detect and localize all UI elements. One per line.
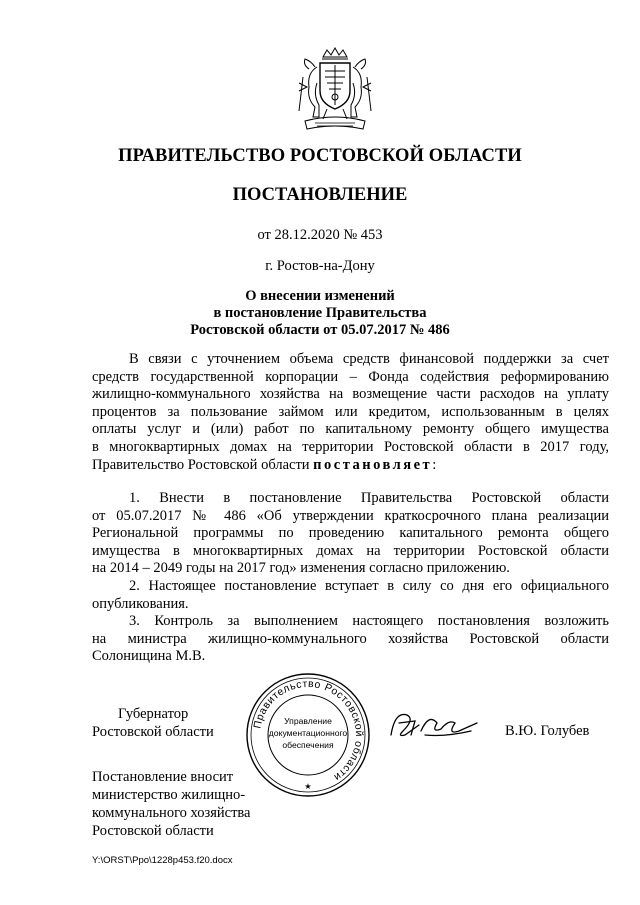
- subject-line: О внесении изменений: [245, 288, 395, 304]
- text-line: оплаты услуг и (или) работ по капитальному ремонту общего имущества: [92, 421, 609, 438]
- text-line: на 2014 – 2049 годы на 2017 год» изменения согласно приложению.: [92, 560, 510, 577]
- text-line: Региональной программы по проведению капитального ремонта общего: [92, 525, 609, 542]
- text-line: 3. Контроль за выполнением настоящего постановления возложить: [129, 613, 609, 630]
- text-line: в многоквартирных домах на территории Ростовской области в 2017 году,: [92, 438, 609, 455]
- text-line: имущества в многоквартирных домах на территории Ростовской области: [92, 542, 609, 559]
- subject-line: в постановление Правительства: [213, 305, 427, 321]
- text-line: от 05.07.2017 № 486 «Об утверждении краткосрочного плана реализации: [92, 507, 609, 524]
- document-subject: [0, 288, 640, 339]
- text-line: 2. Настоящее постановление вступает в силу со дня его официального: [129, 577, 609, 594]
- position-line: Ростовской области: [92, 723, 214, 740]
- text-line: [92, 457, 609, 475]
- preamble-paragraph: [92, 351, 609, 474]
- coat-of-arms-icon: [295, 47, 375, 135]
- text-line: на министра жилищно-коммунального хозяйства Ростовской области: [92, 630, 609, 647]
- resolution-item-3: [92, 613, 609, 666]
- document-city: г. Ростов-на-Дону: [265, 258, 375, 274]
- introduced-line: Постановление вносит: [92, 769, 234, 785]
- signatory-name: В.Ю. Голубев: [505, 723, 590, 739]
- introduced-line: коммунального хозяйства: [92, 805, 251, 821]
- introduced-by-block: [92, 768, 251, 840]
- text-fragment: :: [432, 456, 437, 473]
- subject-line: Ростовской области от 05.07.2017 № 486: [190, 322, 450, 338]
- text-fragment: Правительство Ростовской области: [92, 456, 314, 473]
- seal-ring-text: Правительство Ростовской области: [251, 677, 366, 784]
- organization-title: ПРАВИТЕЛЬСТВО РОСТОВСКОЙ ОБЛАСТИ: [118, 146, 522, 166]
- text-line: процентов за пользование займом или кредитом, использованным в целях: [92, 403, 609, 420]
- resolution-items: [92, 490, 609, 666]
- official-seal-icon: [244, 671, 372, 799]
- seal-star: ★: [304, 782, 312, 791]
- signatory-position: [92, 706, 214, 741]
- text-line: средств государственной корпорации – Фонда содействия реформированию: [92, 368, 609, 385]
- seal-inner-line: документационного: [268, 728, 348, 738]
- text-line: 1. Внести в постановление Правительства Ростовской области: [129, 490, 609, 506]
- seal-inner-line: обеспечения: [282, 740, 334, 750]
- text-line: жилищно-коммунального хозяйства на возмещение части расходов на уплату: [92, 386, 609, 403]
- resolution-keyword: постановляет: [313, 456, 433, 473]
- text-line: опубликования.: [92, 595, 189, 612]
- file-path-footer: Y:\ORST\Ppo\1228p453.f20.docx: [92, 855, 233, 866]
- introduced-line: Ростовской области: [92, 823, 214, 839]
- document-type: ПОСТАНОВЛЕНИЕ: [232, 185, 408, 205]
- resolution-item-1: [92, 490, 609, 578]
- introduced-line: министерство жилищно-: [92, 787, 246, 803]
- text-line: В связи с уточнением объема средств финансовой поддержки за счет: [129, 351, 609, 367]
- text-line: Солонищина М.В.: [92, 648, 206, 665]
- handwritten-signature-icon: [385, 705, 485, 745]
- document-date-number: от 28.12.2020 № 453: [257, 227, 383, 243]
- resolution-item-2: [92, 578, 609, 613]
- position-line: Губернатор: [118, 706, 189, 722]
- seal-inner-line: Управление: [284, 716, 332, 726]
